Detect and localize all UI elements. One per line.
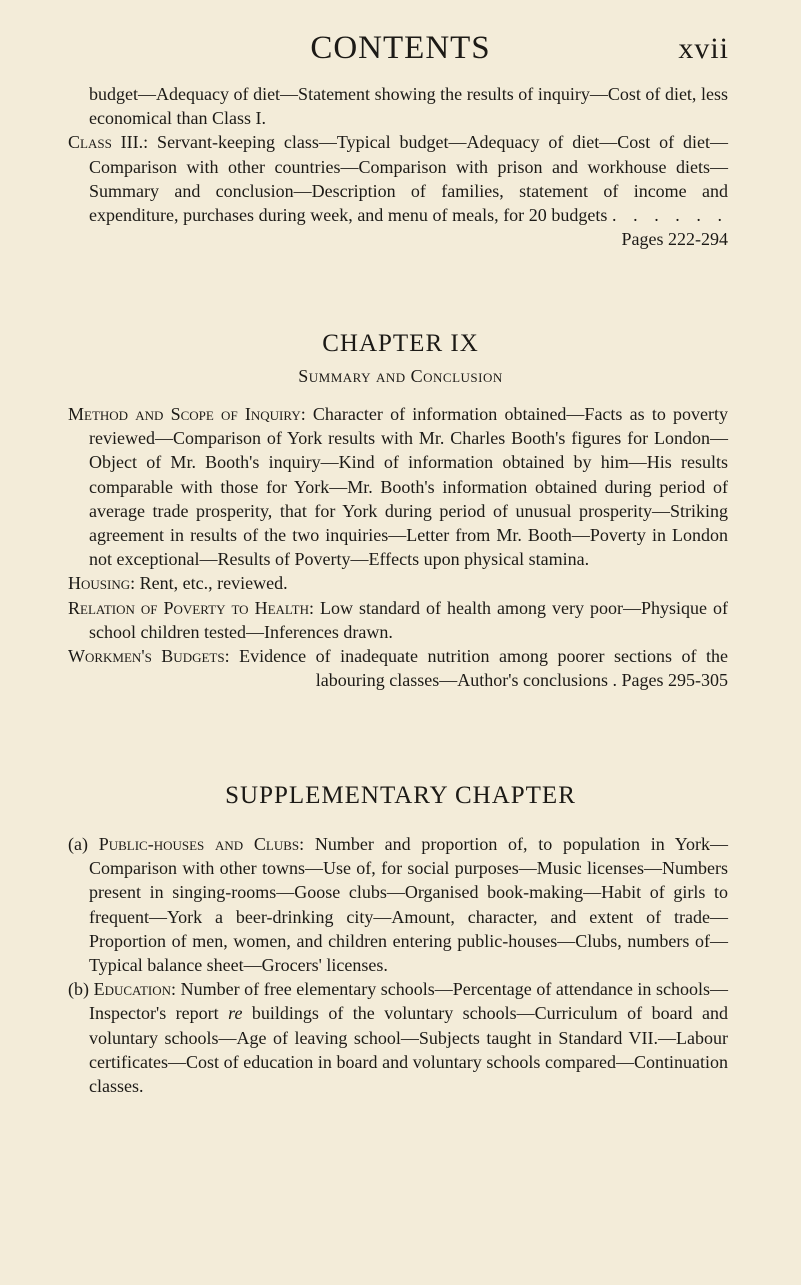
public-houses-entry [68,832,728,977]
chapter-ix-subtitle: Summary and Conclusion [298,366,503,386]
supplementary-chapter-heading: SUPPLEMENTARY CHAPTER [225,782,576,809]
running-head [0,30,801,70]
entry-label: Education [93,979,172,1000]
continued-entry-block [68,82,728,251]
entry-italic-re: re [228,1003,243,1024]
page-range: Pages 222-294 [621,229,728,250]
entry-label: Relation of Poverty to Health [68,597,309,618]
class-iii-entry [68,130,728,251]
entry-text-cont: buildings of the voluntary schools—Curriculum of board and voluntary schools—Age of leaving school—Subjects taught in Standard VII.—Labour certificates—Cost of education in board and voluntary schools compared—Continuation classes. [89,1003,728,1097]
dot-leader: . . . . . . [612,205,729,226]
page-range: . Pages 295-305 [612,670,728,691]
page-title: CONTENTS [310,30,491,66]
entry-text: : Rent, etc., reviewed. [130,573,288,594]
continued-text: budget—Adequacy of diet—Statement showing the results of inquiry—Cost of diet, less economical than Class I. [89,84,728,129]
class-iii-label: Class III. [68,132,144,153]
entry-marker: (b) [68,979,89,1000]
supplementary-entries [68,832,728,1098]
method-scope-entry [68,402,728,571]
education-entry [68,977,728,1098]
entry-label: Housing [68,573,131,594]
entry-text: : Number of free elementary schools—Percentage of attendance in schools—Inspector's report [89,979,728,1024]
housing-entry [68,571,728,595]
entry-label: Public-houses and Clubs [98,834,300,854]
entry-label: Method and Scope of Inquiry [68,404,301,424]
entry-text: : Character of information obtained—Facts as to poverty reviewed—Comparison of York results with Mr. Charles Booth's figures for London—Object of Mr. Booth's inquiry—Kind of information obtained by him—His results comparable with those for York—Mr. Booth's information obtained during period of average trade prosperity, that for York during period of unusual prosperity—Striking agreement in results of the two inquiries—Letter from Mr. Booth—Poverty in London not exceptional—Results of Poverty—Effects upon physical stamina. [89,404,729,570]
chapter-ix-heading: CHAPTER IX [322,330,479,357]
entry-marker: (a) [68,834,88,854]
entry-text: : Evidence of inadequate nutrition among poorer sections of the labouring classes—Author's conclusions [224,646,728,691]
entry-label: Workmen's Budgets [68,646,225,667]
entry-text: : Number and proportion of, to population in York—Comparison with other towns—Use of, for social purposes—Music licenses—Numbers present in singing-rooms—Goose clubs—Organised book-making—Habit of girls to frequent—York a beer-drinking city—Amount, character, and extent of trade—Proportion of men, women, and children entering public-houses—Clubs, numbers of—Typical balance sheet—Grocers' licenses. [89,834,728,976]
class-iii-text: : Servant-keeping class—Typical budget—Adequacy of diet—Cost of diet—Comparison with other countries—Comparison with prison and workhouse diets—Summary and conclusion—Description of families, statement of income and expenditure, purchases during week, and menu of meals, for 20 budgets [89,132,728,226]
page-number: xvii [678,32,729,65]
chapter-ix-entries [68,402,728,692]
entry-text: : Low standard of health among very poor—Physique of school children tested—Inferences drawn. [89,597,728,642]
workmens-budgets-entry [68,644,728,692]
poverty-health-entry [68,596,728,644]
